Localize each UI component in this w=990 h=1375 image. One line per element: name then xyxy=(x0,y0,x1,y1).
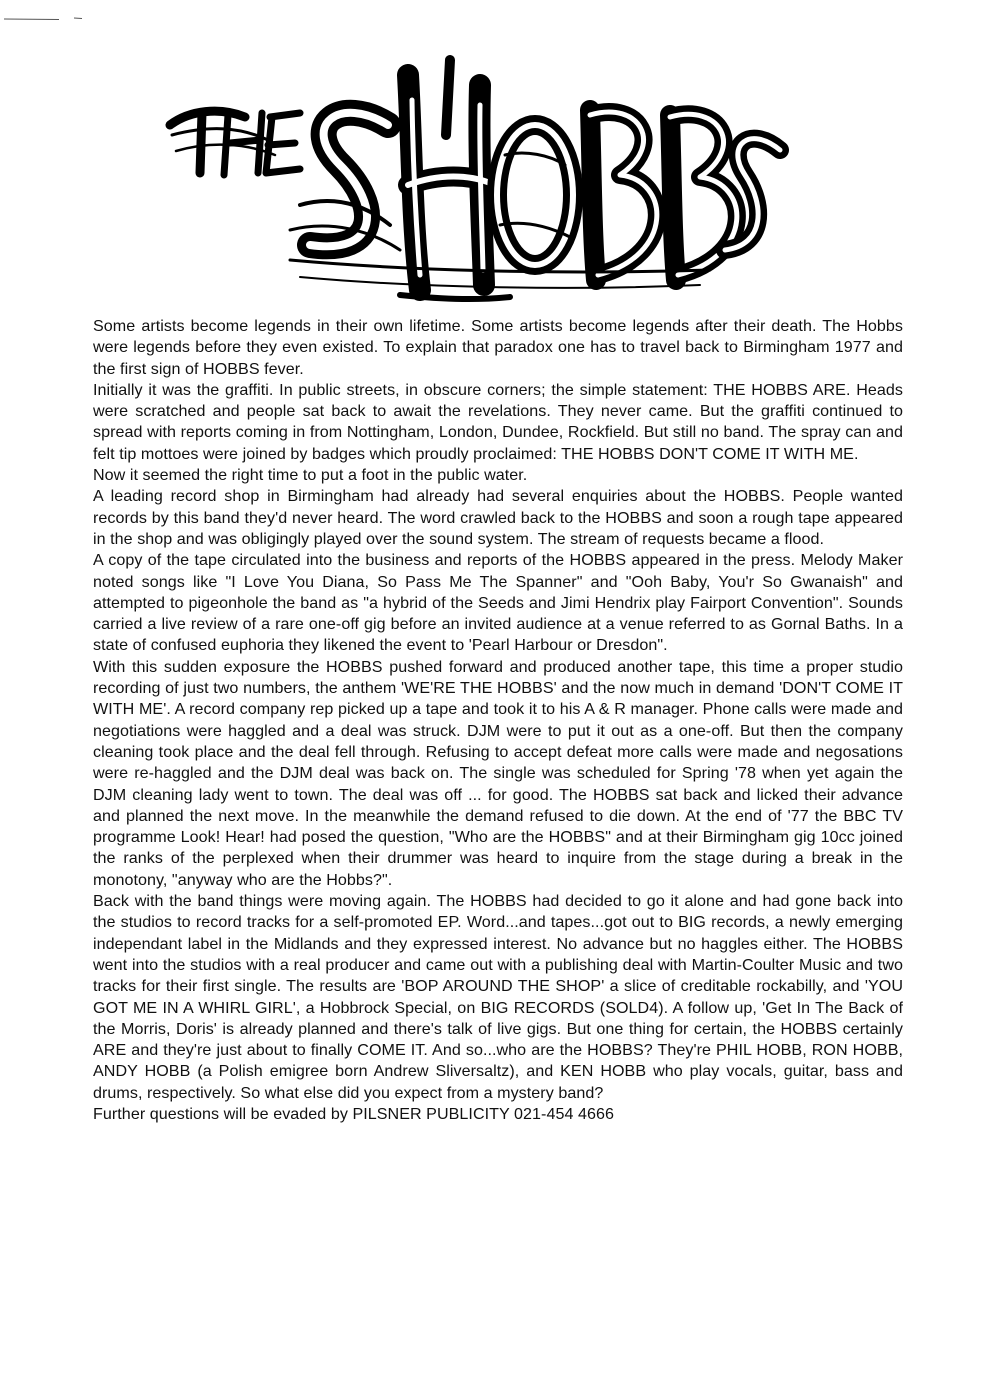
paragraph-back-with-band: Back with the band things were moving again. The HOBBS had decided to go it alone and had gone back into the studios to record tracks for a self-promoted EP. Word...and tapes...got out to BIG records, a newly emerging independant label in the Midlands and they expressed interest. No advance but no haggles either. The HOBBS went into the studios with a real producer and came out with a publishing deal with Martin-Coulter Music and two tracks for their first single. The results are 'BOP AROUND THE SHOP' a slice of creditable rockabilly, and 'YOU GOT ME IN A WHIRL GIRL', a Hobbrock Special, on BIG RECORDS (SOLD4). A follow up, 'Get In The Back of the Morris, Doris' is already planned and there's talk of live gigs. But one thing for certain, the HOBBS certainly ARE and they're just about to finally COME IT. And so...who are the HOBBS? They're PHIL HOBB, RON HOBB, ANDY HOBB (a Polish emigree born Andrew Sliversaltz), and KEN HOBB who play vocals, guitar, bass and drums, respectively. So what else did you expect from a mystery band? xyxy=(93,892,903,1102)
corner-scratch-graphic xyxy=(4,17,84,21)
paragraph-record-shop: A leading record shop in Birmingham had already had several enquiries about the HOBBS. People wanted records by this band they'd never heard. The word crawled back to the HOBBS and soon a rough tape appeared in the shop and was obligingly played over the sound system. The stream of requests became a flood. xyxy=(93,487,903,548)
article-body xyxy=(93,316,903,1125)
hobbs-brush-logo-graphic xyxy=(150,55,790,305)
paragraph-public-water: Now it seemed the right time to put a foot in the public water. xyxy=(93,466,528,485)
hobbs-logo xyxy=(150,55,790,305)
paragraph-intro: Some artists become legends in their own lifetime. Some artists become legends after their death. The Hobbs were legends before they even existed. To explain that paradox one has to travel back to Birmingham 1977 and the first sign of HOBBS fever. xyxy=(93,317,903,378)
paragraph-press: A copy of the tape circulated into the business and reports of the HOBBS appeared in the press. Melody Maker noted songs like "I Love You Diana, So Pass Me The Spanner" and "Ooh Baby, You'r So Gwanaish" and attempted to pigeonhole the band as "a hybrid of the Seeds and Jimi Hendrix play Fairport Convention". Sounds carried a live review of a rare one-off gig before an invited audience at a venue referred to as Gornal Baths. In a state of confused euphoria they likened the event to 'Pearl Harbour or Dresdon". xyxy=(93,551,903,655)
paragraph-graffiti: Initially it was the graffiti. In public streets, in obscure corners; the simple statement: THE HOBBS ARE. Heads were scratched and people sat back to await the revelations. They never came. But the graffiti continued to spread with reports coming in from Nottingham, London, Dundee, Rockfield. But still no band. The spray can and felt tip mottoes were joined by badges which proudly proclaimed: THE HOBBS DON'T COME IT WITH ME. xyxy=(93,380,903,463)
paragraph-exposure: With this sudden exposure the HOBBS pushed forward and produced another tape, this time a proper studio recording of just two numbers, the anthem 'WE'RE THE HOBBS' and the now much in demand 'DON'T COME IT WITH ME'. A record company rep picked up a tape and took it to his A & R manager. Phone calls were made and negotiations were haggled and a deal was struck. DJM were to put it out as a one-off. But then the company cleaning took place and the deal fell through. Refusing to accept defeat more calls were made and negosations were re-haggled and the DJM deal was back on. The single was scheduled for Spring '78 when yet again the DJM cleaning lady went to town. The deal was off ... for good. The HOBBS sat back and licked their advance and planned the next move. In the meanwhile the demand refused to die down. At the end of '77 the BBC TV programme Look! Hear! had posed the question, "Who are the HOBBS" and at their Birmingham gig 10cc joined the ranks of the perplexed when their drummer was heard to inquire from the stage during a break in the monotony, "anyway who are the Hobbs?". xyxy=(93,657,903,889)
paragraph-contact: Further questions will be evaded by PILSNER PUBLICITY 021-454 4666 xyxy=(93,1104,614,1123)
corner-mark xyxy=(4,8,84,12)
